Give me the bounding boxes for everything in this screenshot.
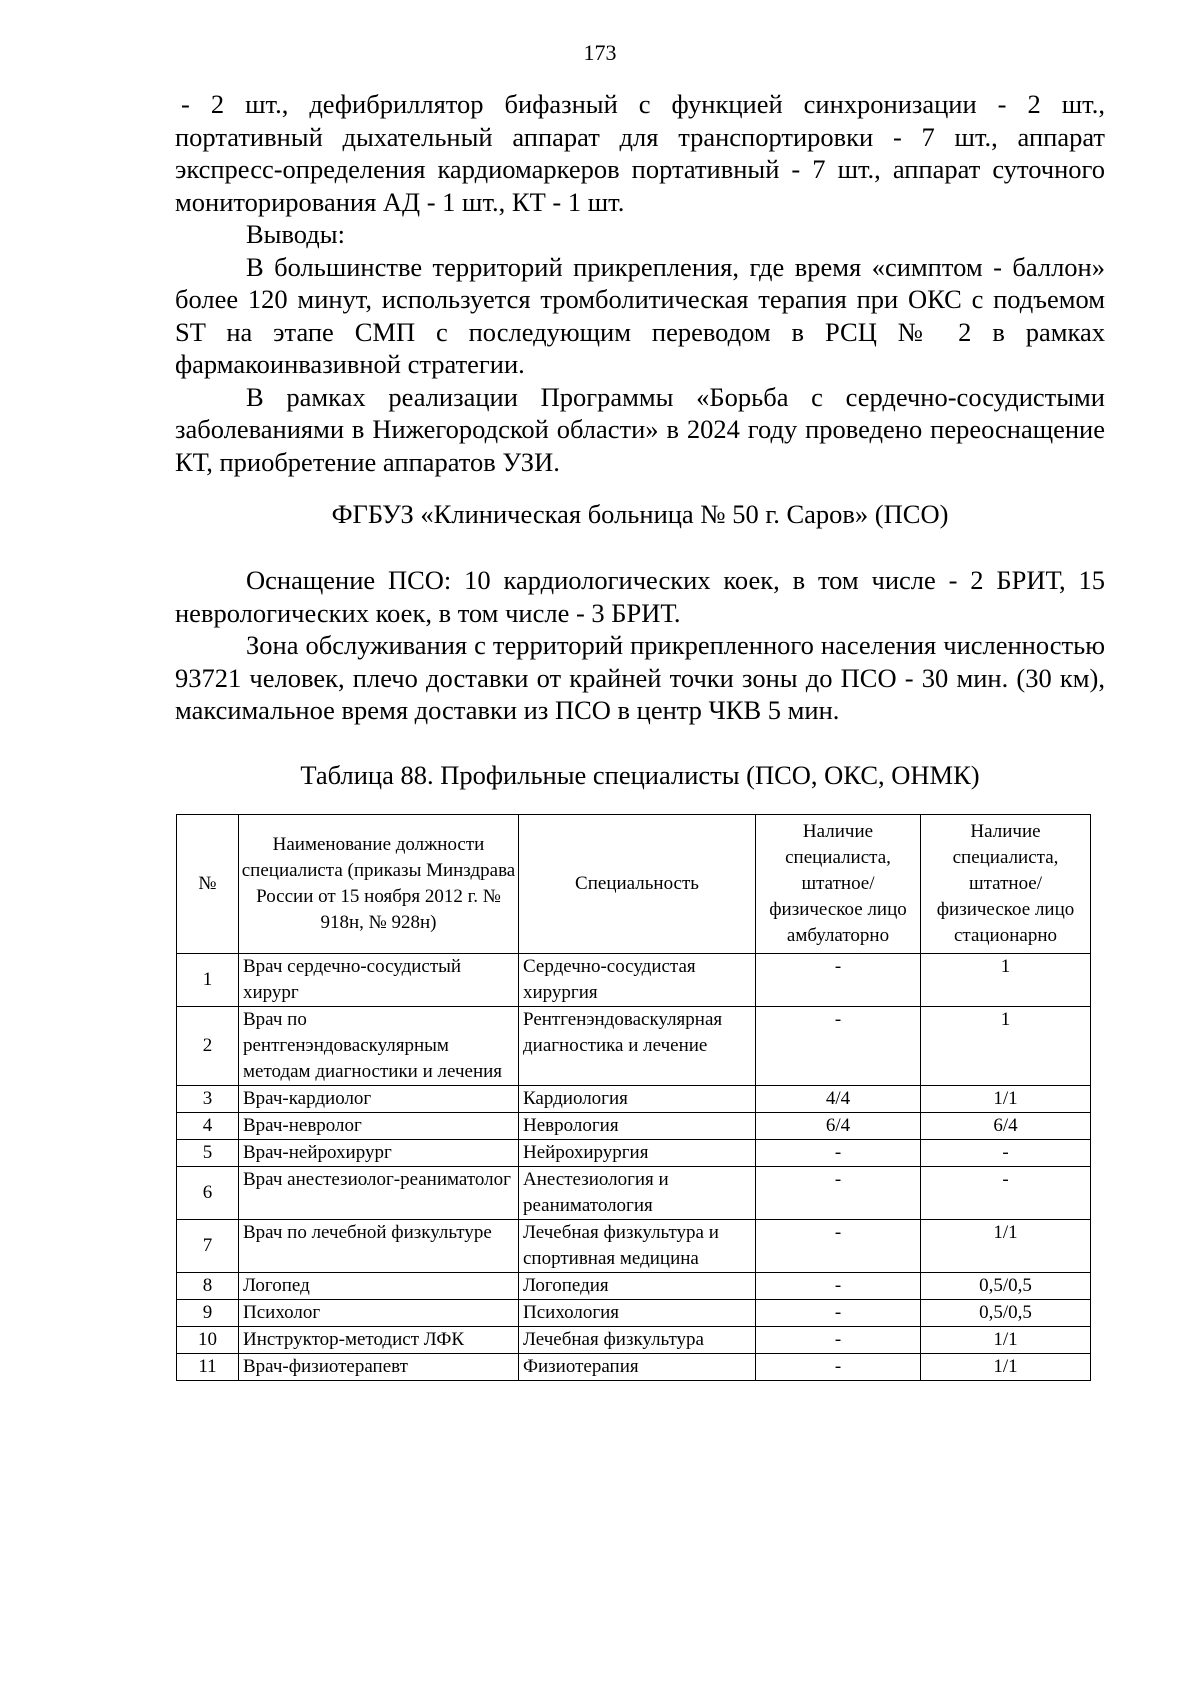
row-inpatient: - (921, 1140, 1091, 1167)
row-position: Врач-физиотерапевт (239, 1354, 519, 1381)
row-position: Врач-нейрохирург (239, 1140, 519, 1167)
row-num: 11 (177, 1354, 239, 1381)
row-num: 2 (177, 1007, 239, 1086)
row-inpatient: 1 (921, 1007, 1091, 1086)
body-text-top (175, 88, 1105, 478)
table-row (177, 1140, 1091, 1167)
paragraph-thrombolysis: В большинстве территорий прикрепления, где время «симптом - баллон» более 120 минут, используется тромболитическая терапия при ОКС с подъемом ST на этапе СМП с последующим переводом в РСЦ № 2 в рамках фармакоинвазивной стратегии. (175, 251, 1105, 379)
row-outpatient: - (756, 954, 921, 1007)
table-row (177, 1167, 1091, 1220)
row-inpatient: 1/1 (921, 1354, 1091, 1381)
row-num: 1 (177, 954, 239, 1007)
row-specialty: Лечебная физкультура (519, 1327, 756, 1354)
table-row (177, 1300, 1091, 1327)
table-row (177, 1007, 1091, 1086)
header-num: № (177, 815, 239, 954)
row-specialty: Лечебная физкультура и спортивная медицина (519, 1220, 756, 1273)
row-inpatient: 1/1 (921, 1327, 1091, 1354)
header-outpatient: Наличие специалиста, штатное/физическое лицо амбулаторно (756, 815, 921, 954)
table-caption: Таблица 88. Профильные специалисты (ПСО, ОКС, ОНМК) (300, 760, 980, 790)
row-inpatient: 1/1 (921, 1220, 1091, 1273)
row-specialty: Анестезиология и реаниматология (519, 1167, 756, 1220)
row-outpatient: - (756, 1300, 921, 1327)
row-inpatient: 0,5/0,5 (921, 1273, 1091, 1300)
row-outpatient: - (756, 1354, 921, 1381)
hospital-heading: ФГБУЗ «Клиническая больница № 50 г. Саров» (ПСО) (331, 499, 949, 529)
row-position: Врач анестезиолог-реаниматолог (239, 1167, 519, 1220)
paragraph-program: В рамках реализации Программы «Борьба с сердечно-сосудистыми заболеваниями в Нижегородской области» в 2024 году проведено переоснащение КТ, приобретение аппаратов УЗИ. (175, 381, 1105, 477)
row-position: Врач-кардиолог (239, 1086, 519, 1113)
row-position: Врач-невролог (239, 1113, 519, 1140)
row-specialty: Физиотерапия (519, 1354, 756, 1381)
row-position: Врач по лечебной физкультуре (239, 1220, 519, 1273)
paragraph-equipment-continuation: - 2 шт., дефибриллятор бифазный с функцией синхронизации - 2 шт., портативный дыхательный аппарат для транспортировки - 7 шт., аппарат экспресс-определения кардиомаркеров портативный - 7 шт., аппарат суточного мониторирования АД - 1 шт., КТ - 1 шт. (175, 89, 1105, 217)
row-position: Врач по рентгенэндоваскулярным методам диагностики и лечения (239, 1007, 519, 1086)
row-outpatient: - (756, 1327, 921, 1354)
row-specialty: Неврология (519, 1113, 756, 1140)
row-outpatient: - (756, 1140, 921, 1167)
paragraph-pso-equipment: Оснащение ПСО: 10 кардиологических коек, в том числе - 2 БРИТ, 15 неврологических коек, в том числе - 3 БРИТ. (175, 565, 1105, 628)
paragraph-conclusions-label: Выводы: (246, 219, 345, 249)
table-header-row (177, 815, 1091, 954)
row-num: 7 (177, 1220, 239, 1273)
row-num: 9 (177, 1300, 239, 1327)
row-inpatient: 0,5/0,5 (921, 1300, 1091, 1327)
row-num: 8 (177, 1273, 239, 1300)
row-specialty: Нейрохирургия (519, 1140, 756, 1167)
table-row (177, 1327, 1091, 1354)
row-outpatient: 4/4 (756, 1086, 921, 1113)
row-outpatient: - (756, 1273, 921, 1300)
page-number: 173 (583, 40, 617, 65)
header-specialty: Специальность (519, 815, 756, 954)
row-num: 6 (177, 1167, 239, 1220)
table-row (177, 1220, 1091, 1273)
row-outpatient: - (756, 1007, 921, 1086)
row-specialty: Сердечно-сосудистая хирургия (519, 954, 756, 1007)
row-inpatient: 1 (921, 954, 1091, 1007)
specialists-table-wrapper (176, 814, 1090, 1381)
row-specialty: Психология (519, 1300, 756, 1327)
body-text-middle (175, 564, 1105, 727)
row-num: 10 (177, 1327, 239, 1354)
row-specialty: Кардиология (519, 1086, 756, 1113)
specialists-table (176, 814, 1091, 1381)
row-position: Врач сердечно-сосудистый хирург (239, 954, 519, 1007)
table-row (177, 1113, 1091, 1140)
row-inpatient: 6/4 (921, 1113, 1091, 1140)
table-row (177, 1273, 1091, 1300)
table-row (177, 1354, 1091, 1381)
row-position: Психолог (239, 1300, 519, 1327)
table-row (177, 954, 1091, 1007)
row-position: Логопед (239, 1273, 519, 1300)
row-specialty: Логопедия (519, 1273, 756, 1300)
row-num: 4 (177, 1113, 239, 1140)
row-inpatient: 1/1 (921, 1086, 1091, 1113)
row-num: 3 (177, 1086, 239, 1113)
row-specialty: Рентгенэндоваскулярная диагностика и лечение (519, 1007, 756, 1086)
table-row (177, 1086, 1091, 1113)
paragraph-service-zone: Зона обслуживания с территорий прикрепленного населения численностью 93721 человек, плечо доставки от крайней точки зоны до ПСО - 30 мин. (30 км), максимальное время доставки из ПСО в центр ЧКВ 5 мин. (175, 630, 1105, 725)
header-position: Наименование должности специалиста (приказы Минздрава России от 15 ноября 2012 г. № 918н, № 928н) (239, 815, 519, 954)
row-outpatient: 6/4 (756, 1113, 921, 1140)
row-inpatient: - (921, 1167, 1091, 1220)
row-outpatient: - (756, 1167, 921, 1220)
row-num: 5 (177, 1140, 239, 1167)
row-position: Инструктор-методист ЛФК (239, 1327, 519, 1354)
row-outpatient: - (756, 1220, 921, 1273)
header-inpatient: Наличие специалиста, штатное/физическое лицо стационарно (921, 815, 1091, 954)
